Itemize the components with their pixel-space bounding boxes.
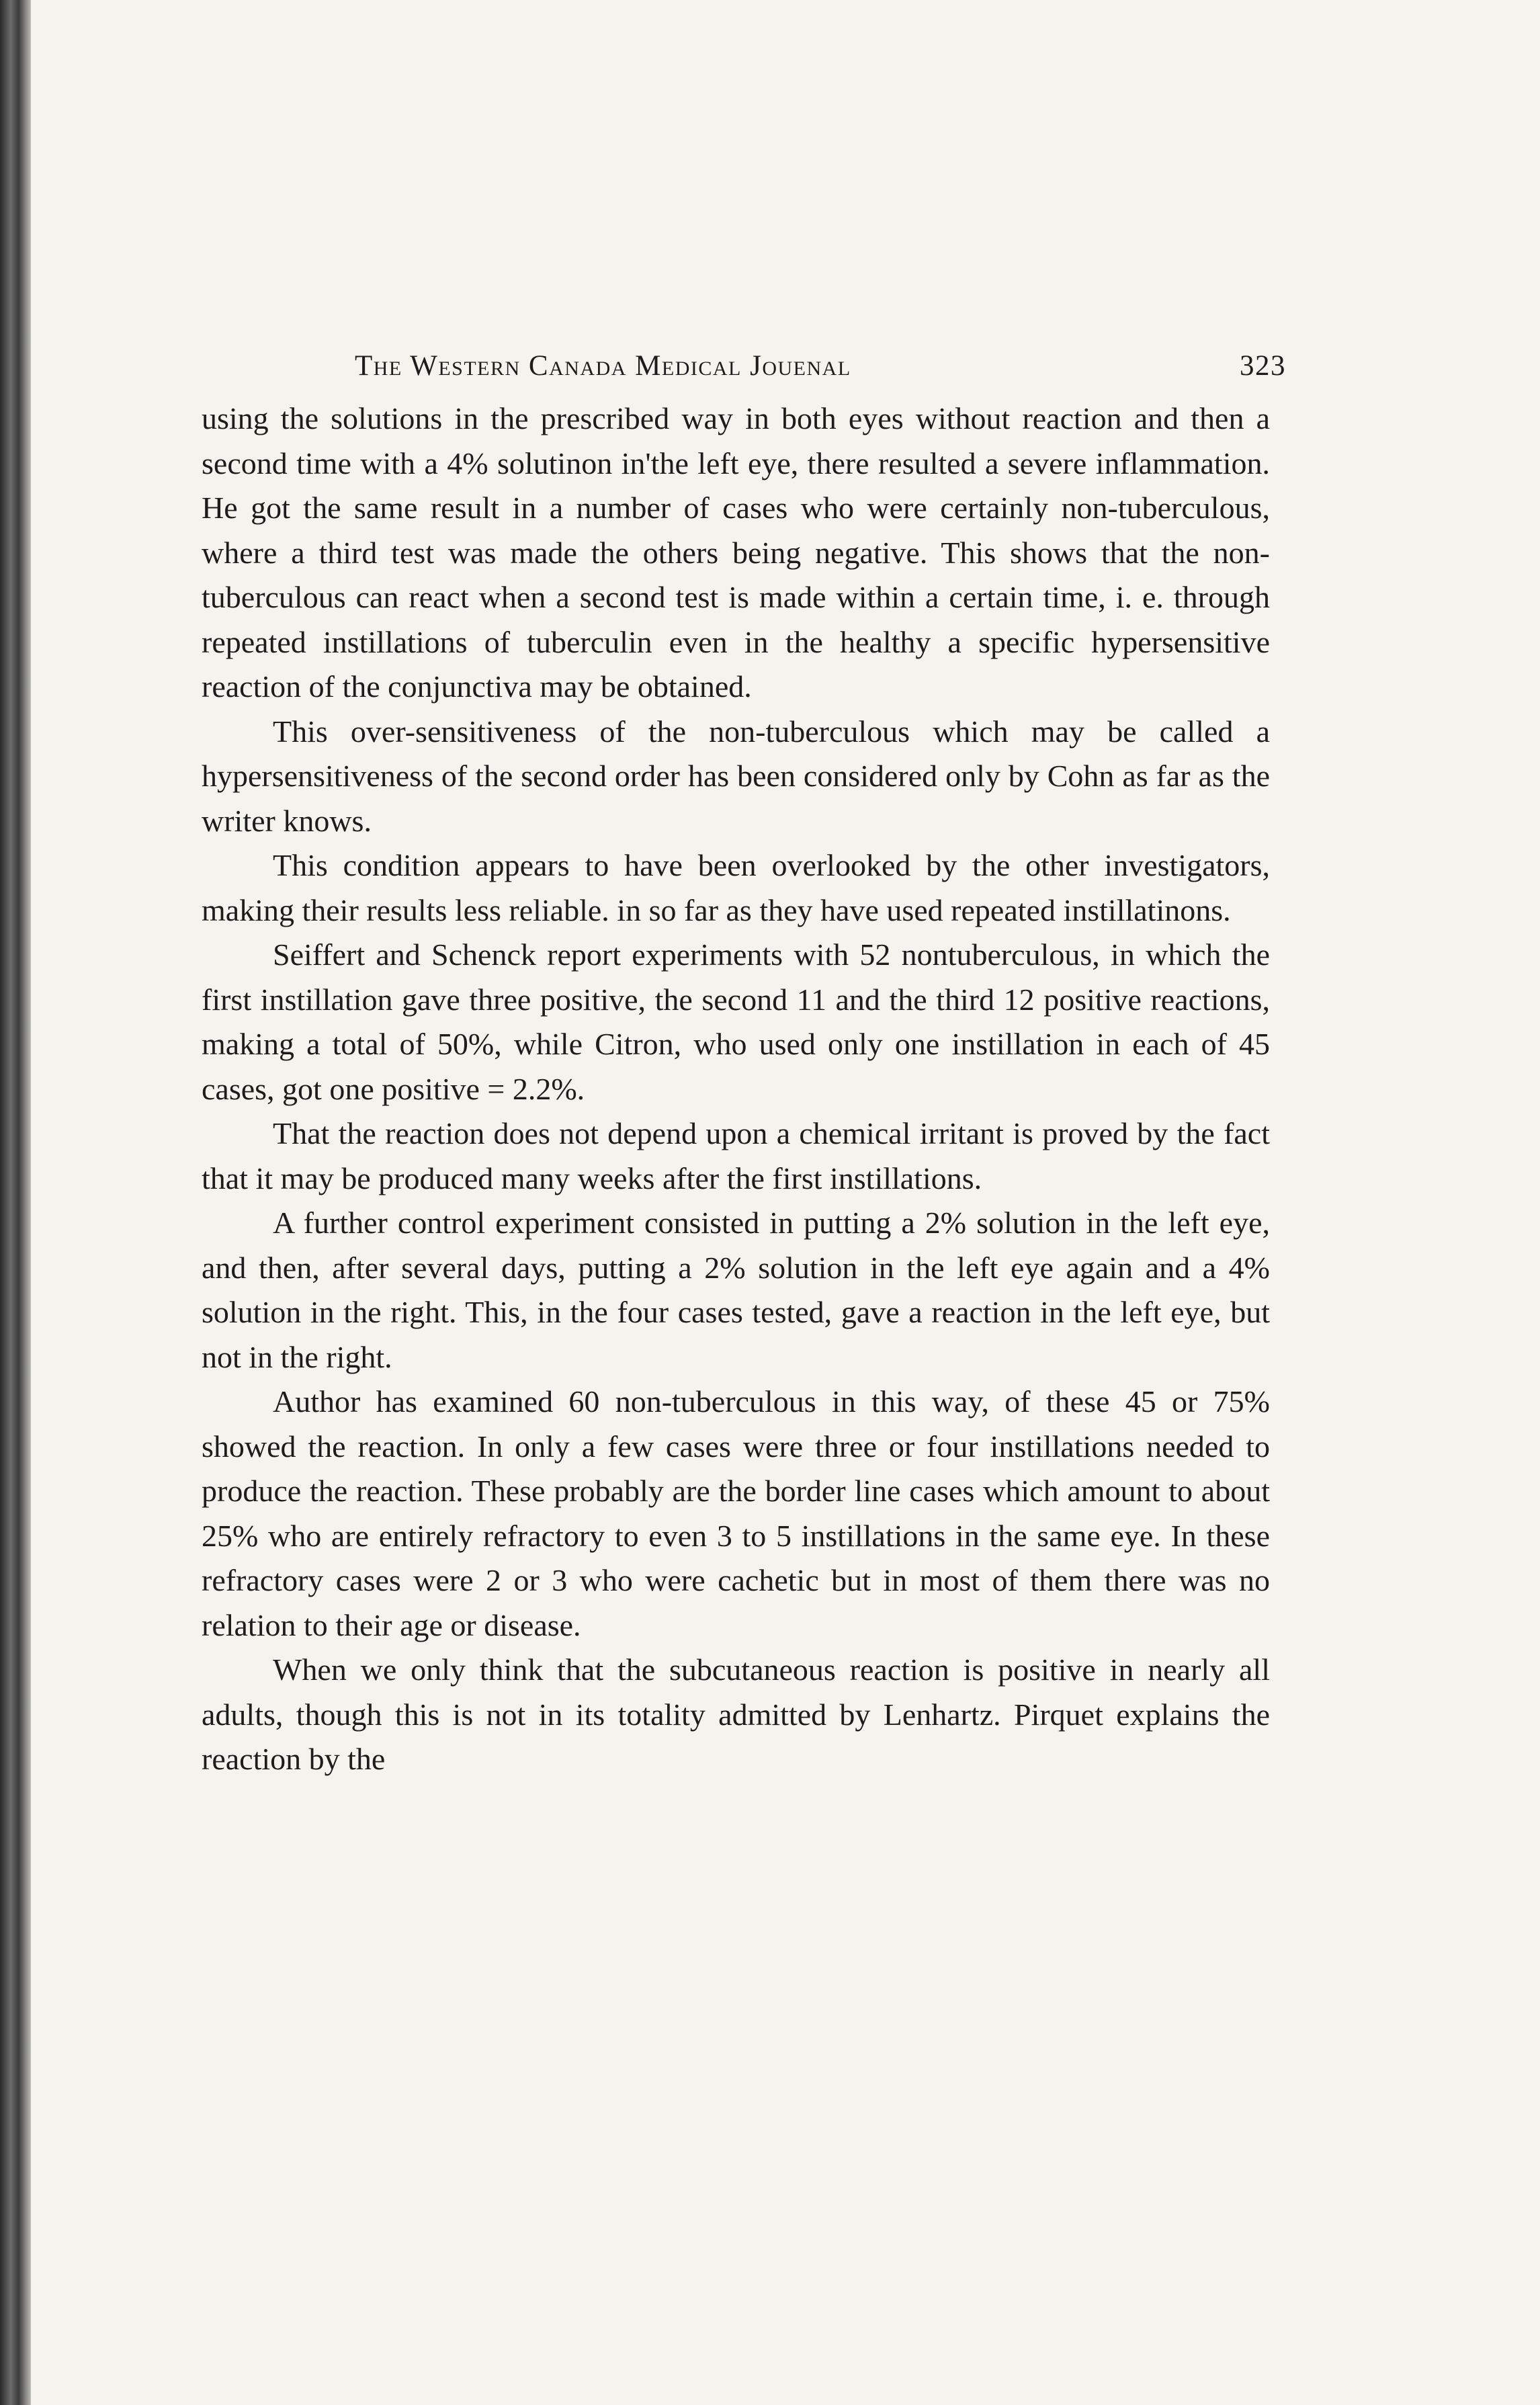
paragraph: A further control experiment consisted in putting a 2% solution in the left eye, and then, after several days, putting a 2% solution in the left eye again and a 4% solution in the right. This, in the four cases tested, gave a reaction in the left eye, but not in the right. (202, 1206, 1270, 1374)
page-number: 323 (1240, 350, 1286, 382)
paragraph: When we only think that the subcutaneous reaction is positive in nearly all adults, though this is not in its totality admitted by Lenhartz. Pirquet explains the reaction by the (202, 1652, 1270, 1776)
paragraph: This condition appears to have been overlooked by the other investigators, making their results less reliable. in so far as they have used repeated instillatinons. (202, 848, 1270, 927)
paragraph: That the reaction does not depend upon a chemical irritant is proved by the fact that it may be produced many weeks after the first instillations. (202, 1116, 1270, 1195)
article-body (202, 396, 1270, 1782)
paragraph: Seiffert and Schenck report experiments with 52 nontuberculous, in which the first instillation gave three positive, the second 11 and the third 12 positive reactions, making a total of 50%, while Citron, who used only one instillation in each of 45 cases, got one positive = 2.2%. (202, 937, 1270, 1106)
paragraph: Author has examined 60 non-tuberculous in this way, of these 45 or 75% showed the reaction. In only a few cases were three or four instillations needed to produce the reaction. These probably are the border line cases which amount to about 25% who are entirely refractory to even 3 to 5 instillations in the same eye. In these refractory cases were 2 or 3 who were cachetic but in most of them there was no relation to their age or disease. (202, 1384, 1270, 1642)
running-head (202, 336, 1286, 396)
book-binding-edge (0, 0, 31, 2405)
paragraph: This over-sensitiveness of the non-tuberculous which may be called a hypersensitiveness of the second order has been considered only by Cohn as far as the writer knows. (202, 714, 1270, 838)
journal-title: The Western Canada Medical Jouenal (355, 350, 851, 382)
book-page (202, 336, 1286, 1782)
paragraph: using the solutions in the prescribed way in both eyes without reaction and then a second time with a 4% solutinon in'the left eye, there resulted a severe inflammation. He got the same result in a number of cases who were certainly non-tuberculous, where a third test was made the others being negative. This shows that the non-tuberculous can react when a second test is made within a certain time, i. e. through repeated instillations of tuberculin even in the healthy a specific hypersensitive reaction of the conjunctiva may be obtained. (202, 401, 1270, 704)
